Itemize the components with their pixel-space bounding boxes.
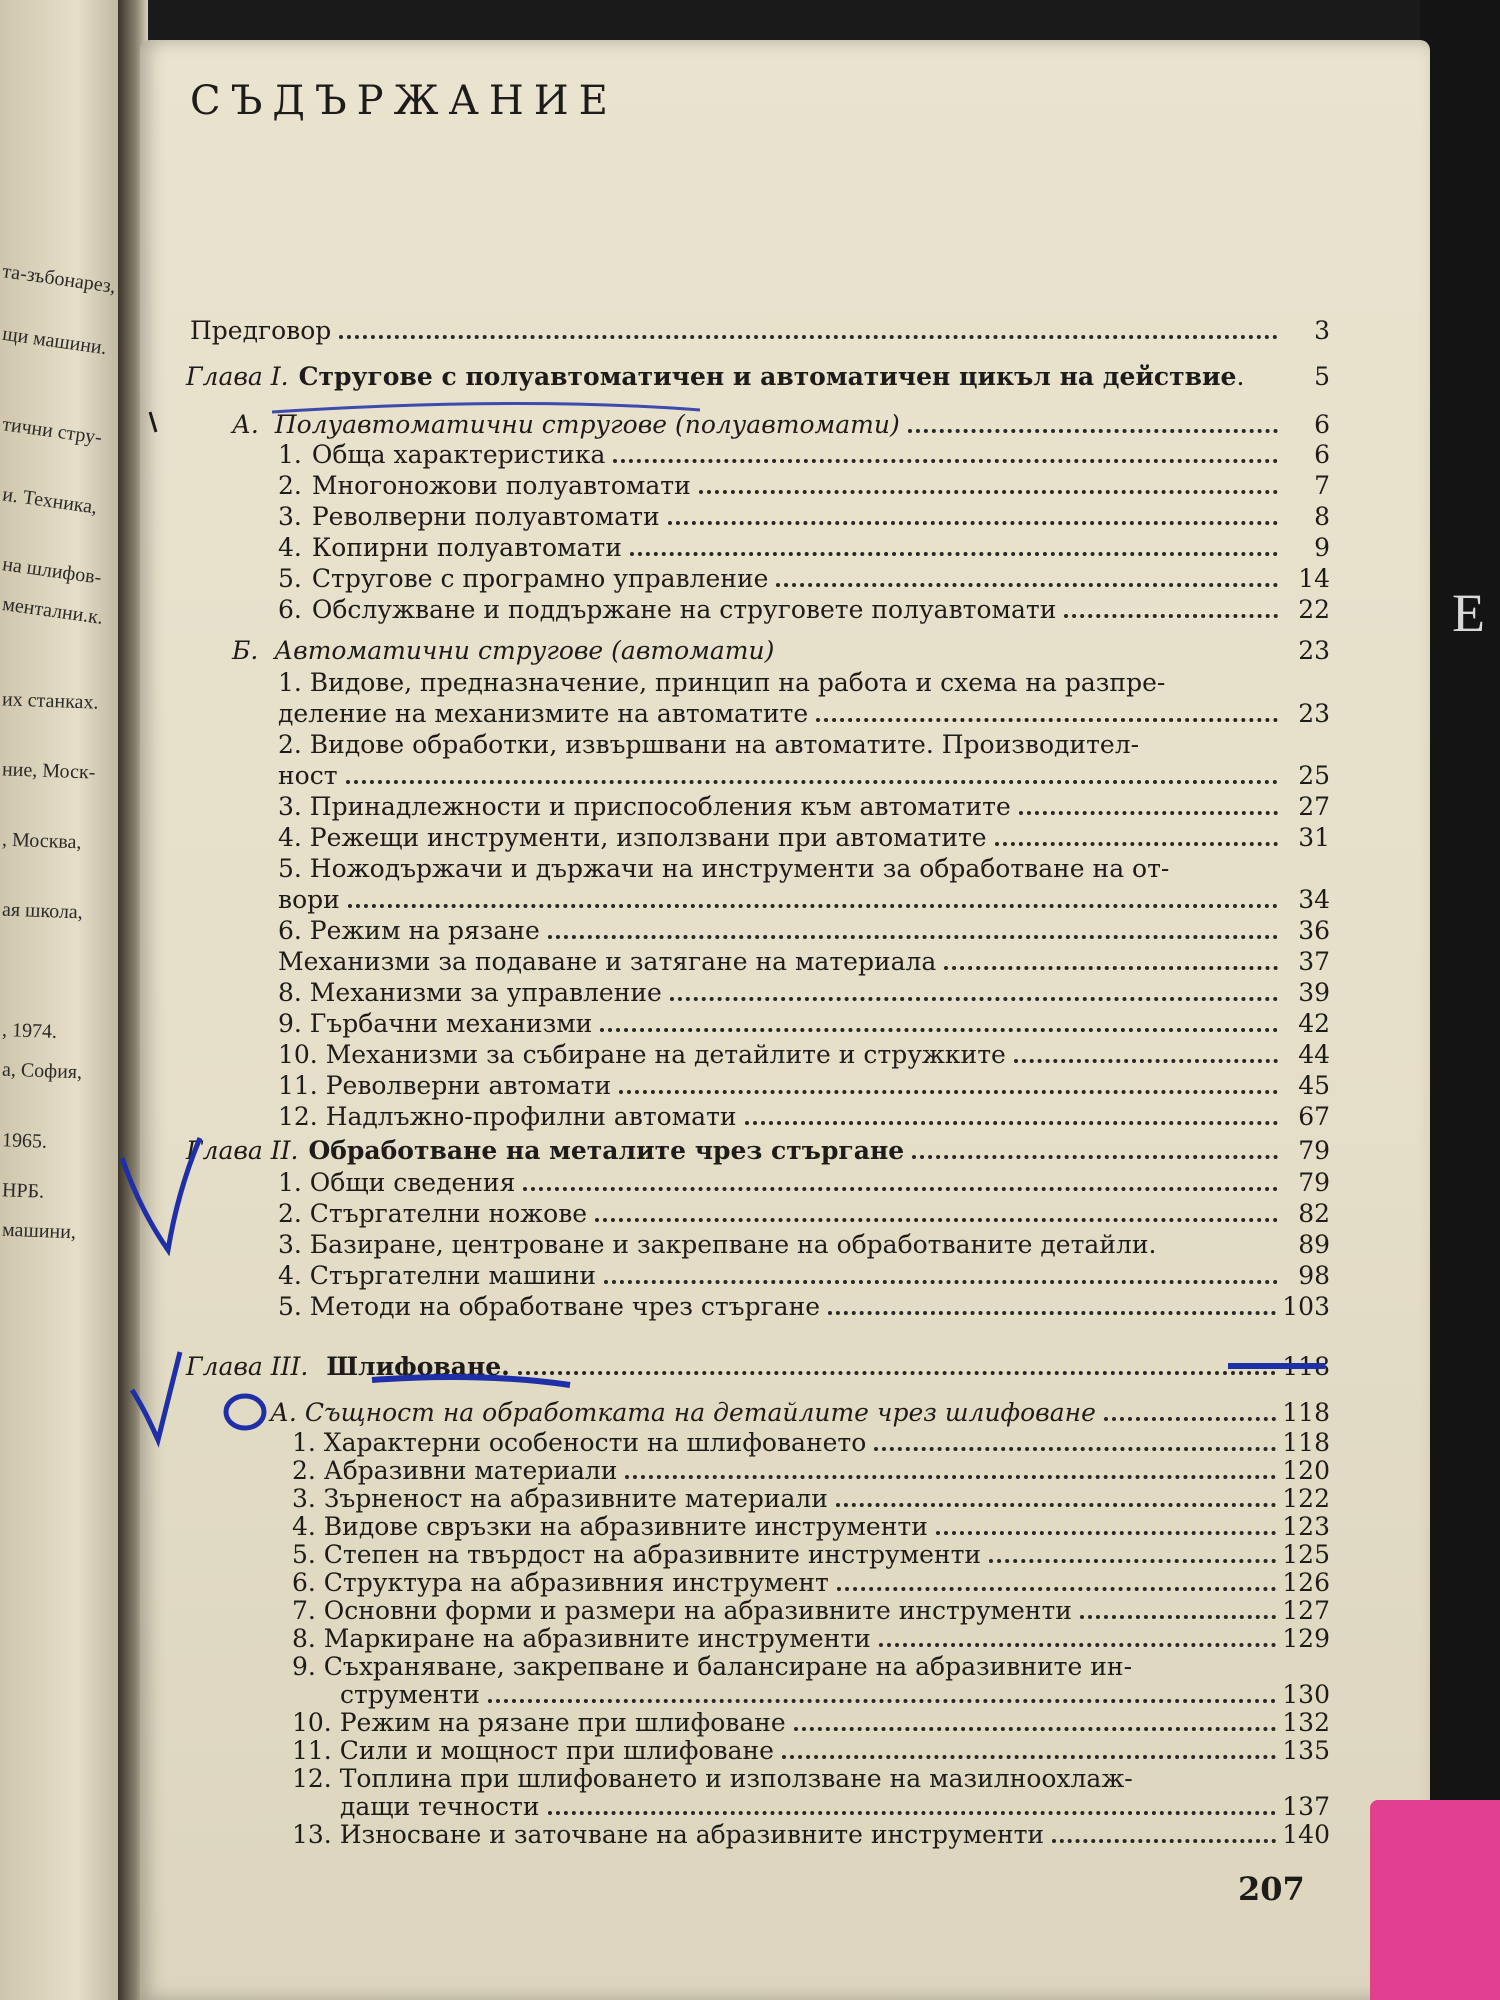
entry-page: 5 [1314, 362, 1330, 391]
pen-checkmark-chapter-3 [132, 1352, 180, 1440]
entry-page: 3 [1314, 316, 1330, 345]
left-page-fragment: ментални.к. [1, 593, 105, 629]
left-page-fragment: машини, [1, 1218, 77, 1244]
entry-page: 82 [1298, 1199, 1330, 1228]
entry-page: 23 [1298, 636, 1330, 665]
entry-text: Копирни полуавтомати [311, 533, 622, 562]
entry-text: 3. Принадлежности и приспособления към автоматите [278, 792, 1011, 821]
entry-page: 23 [1298, 699, 1330, 728]
entry-number: 2. [278, 471, 302, 500]
pen-underline-section-a [272, 403, 700, 412]
entry-page: 45 [1298, 1071, 1330, 1100]
entry-text: струменти [340, 1680, 480, 1709]
entry-text: 6. Структура на абразивния инструмент [292, 1568, 829, 1597]
entry-text: 9. Гърбачни механизми [278, 1009, 593, 1038]
entry-text: 2. Стъргателни ножове [278, 1199, 588, 1228]
entry-page: 22 [1298, 595, 1330, 624]
section-label: А. [270, 1398, 297, 1427]
entry-page: 126 [1282, 1568, 1330, 1597]
entry-page: 39 [1298, 978, 1330, 1007]
toc-chapter-1: Глава I. Стругове с полуавтоматичен и автоматичен цикъл на действие. 5 [186, 362, 1330, 391]
entry-text: 4. Видове свръзки на абразивните инструменти [292, 1512, 928, 1541]
section-title: Автоматични стругове (автомати) [274, 636, 775, 665]
entry-text: Механизми за подаване и затягане на материала [278, 947, 937, 976]
entry-page: 9 [1314, 533, 1330, 562]
entry-text: 3. Зърненост на абразивните материали [292, 1484, 828, 1513]
entry-text: 11. Сили и мощност при шлифоване [292, 1736, 774, 1765]
entry-page: 44 [1298, 1040, 1330, 1069]
entry-page: 125 [1282, 1540, 1330, 1569]
entry-page: 132 [1282, 1708, 1330, 1737]
entry-page: 7 [1314, 471, 1330, 500]
entry-page: 25 [1298, 761, 1330, 790]
entry-page: 89 [1298, 1230, 1330, 1259]
entry-page: 137 [1282, 1792, 1330, 1821]
left-page-fragment: , 1974. [1, 1019, 58, 1043]
entry-number: 1. [278, 440, 302, 469]
entry-page: 6 [1314, 440, 1330, 469]
left-page-fragment: их станках. [1, 688, 99, 714]
pen-tick [150, 412, 156, 432]
entry-number: 5. [278, 564, 302, 593]
chapter-label: Глава III. [186, 1352, 309, 1381]
entry-page: 118 [1282, 1398, 1330, 1427]
section-title: Същност на обработката на детайлите чрез шлифоване [304, 1398, 1096, 1427]
chapter-title: Стругове с полуавтоматичен и автоматичен цикъл на действие [298, 362, 1237, 391]
entry-text: Обслужване и поддържане на струговете полуавтомати [311, 595, 1057, 624]
entry-page: 6 [1314, 410, 1330, 439]
left-page-fragment: и. Техника, [1, 483, 99, 519]
entry-text: ност [278, 761, 338, 790]
entry-page: 120 [1282, 1456, 1330, 1485]
entry-page: 130 [1282, 1680, 1330, 1709]
left-page-fragment: щи машини. [1, 322, 109, 360]
entry-text: 6. Режим на рязане [278, 916, 540, 945]
section-label: А. [232, 410, 259, 439]
entry-text: 7. Основни форми и размери на абразивните инструменти [292, 1596, 1072, 1625]
entry-text: 3. Базиране, центроване и закрепване на обработваните детайли. [278, 1230, 1157, 1259]
entry-text: 5. Ножодържачи и държачи на инструменти за обработване на от- [278, 854, 1170, 883]
entry-text: 5. Методи на обработване чрез стъргане [278, 1292, 821, 1321]
left-page-fragment: на шлифов- [1, 553, 103, 589]
background-glyph: E [1452, 583, 1485, 643]
entry-page: 36 [1298, 916, 1330, 945]
entry-text: 12. Топлина при шлифоването и използване на мазилноохлаж- [292, 1764, 1133, 1793]
pen-circle-section-a [226, 1396, 264, 1428]
entry-page: 31 [1298, 823, 1330, 852]
entry-page: 34 [1298, 885, 1330, 914]
entry-text: 1. Характерни особености на шлифоването [292, 1428, 867, 1457]
entry-text: 4. Стъргателни машини [278, 1261, 597, 1290]
entry-page: 140 [1282, 1820, 1330, 1849]
entry-text: деление на механизмите на автоматите [278, 699, 809, 728]
entry-page: 27 [1298, 792, 1330, 821]
section-label: Б. [232, 636, 259, 665]
pen-underline-chapter-3 [372, 1377, 570, 1385]
entry-page: 14 [1298, 564, 1330, 593]
entry-text: 8. Механизми за управление [278, 978, 662, 1007]
entry-page: 123 [1282, 1512, 1330, 1541]
entry-text: 5. Степен на твърдост на абразивните инструменти [292, 1540, 982, 1569]
left-page-fragment: , Москва, [1, 828, 82, 854]
entry-text: 12. Надлъжно-профилни автомати [278, 1102, 737, 1131]
left-page-fragment: 1965. [1, 1129, 48, 1153]
entry-page: 122 [1282, 1484, 1330, 1513]
entry-text: 1. Общи сведения [278, 1168, 516, 1197]
entry-number: 4. [278, 533, 302, 562]
entry-text: 10. Режим на рязане при шлифоване [292, 1708, 786, 1737]
chapter-title: Обработване на металите чрез стъргане [308, 1136, 905, 1165]
page-title: СЪДЪРЖАНИЕ [190, 78, 618, 124]
entry-number: 6. [278, 595, 302, 624]
entry-text: Многоножови полуавтомати [311, 471, 691, 500]
entry-page: 67 [1298, 1102, 1330, 1131]
entry-number: 3. [278, 502, 302, 531]
entry-page: 98 [1298, 1261, 1330, 1290]
entry-text: 8. Маркиране на абразивните инструменти [292, 1624, 871, 1653]
left-page-fragment: ние, Моск- [1, 758, 96, 784]
entry-page: 79 [1298, 1136, 1330, 1165]
chapter-title: Шлифоване. [326, 1352, 510, 1381]
entry-text: Стругове с програмно управление [311, 564, 769, 593]
page-number: 207 [1238, 1870, 1305, 1908]
entry-text: 11. Револверни автомати [278, 1071, 612, 1100]
entry-page: 103 [1282, 1292, 1330, 1321]
entry-text: 13. Износване и заточване на абразивните инструменти [292, 1820, 1045, 1849]
pen-checkmark-chapter-2 [122, 1138, 200, 1250]
section-title: Полуавтоматични стругове (полуавтомати) [274, 410, 900, 439]
entry-page: 127 [1282, 1596, 1330, 1625]
left-page-fragment: а, София, [1, 1058, 83, 1084]
entry-text: Обща характеристика [311, 440, 606, 469]
left-page-fragment: НРБ. [1, 1179, 45, 1203]
entry-text: 4. Режещи инструменти, използвани при автоматите [278, 823, 987, 852]
entry-page: 79 [1298, 1168, 1330, 1197]
entry-text: 2. Абразивни материали [292, 1456, 618, 1485]
entry-page: 118 [1282, 1352, 1330, 1381]
entry-page: 118 [1282, 1428, 1330, 1457]
entry-text: 9. Съхраняване, закрепване и балансиране на абразивните ин- [292, 1652, 1133, 1681]
left-page-fragment: та-зъбонарез, [1, 260, 118, 298]
entry-page: 42 [1298, 1009, 1330, 1038]
left-page-fragment: ая школа, [1, 898, 84, 924]
entry-text: 10. Механизми за събиране на детайлите и стружките [278, 1040, 1006, 1069]
entry-text: Предговор [190, 316, 332, 345]
chapter-label: Глава II. [186, 1136, 299, 1165]
entry-text: дащи течности [340, 1792, 540, 1821]
left-page-fragment: тични стру- [1, 413, 104, 449]
chapter-label: Глава I. [186, 362, 289, 391]
entry-page: 37 [1298, 947, 1330, 976]
entry-page: 135 [1282, 1736, 1330, 1765]
entry-page: 8 [1314, 502, 1330, 531]
entry-text: вори [278, 885, 340, 914]
entry-text: 2. Видове обработки, извършвани на автоматите. Производител- [278, 730, 1140, 759]
entry-text: 1. Видове, предназначение, принцип на работа и схема на разпре- [278, 668, 1166, 697]
entry-page: 129 [1282, 1624, 1330, 1653]
entry-text: Револверни полуавтомати [311, 502, 660, 531]
